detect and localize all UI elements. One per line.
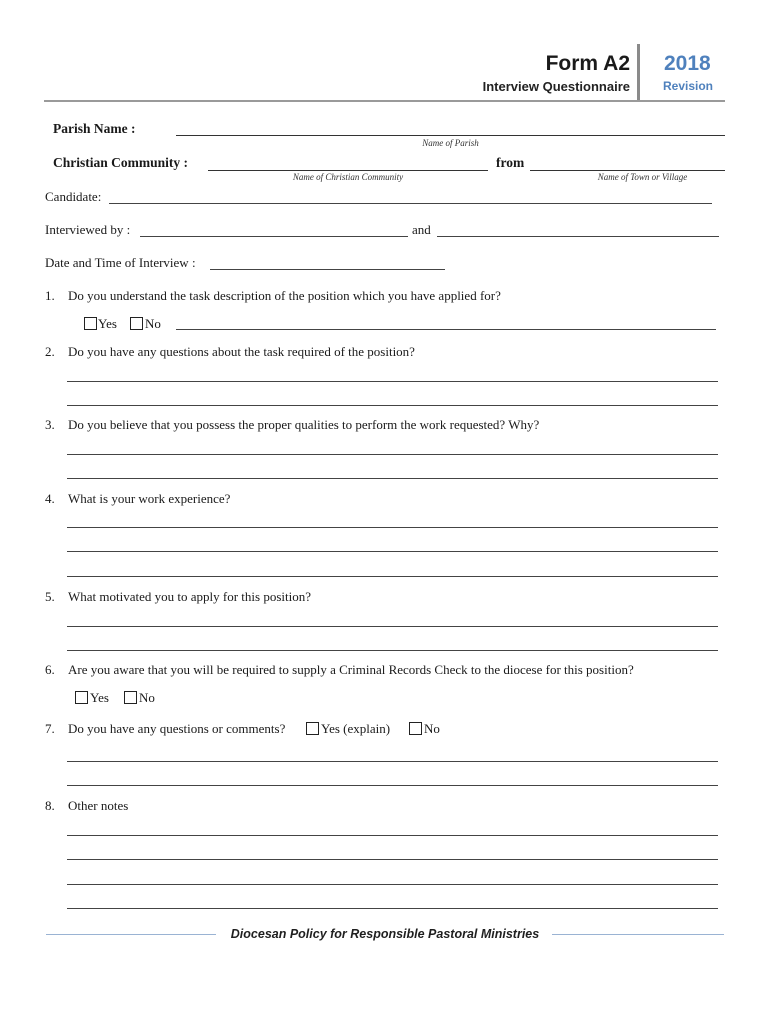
- question-text: Do you understand the task description of the position which you have applied for?: [68, 288, 501, 303]
- christian-community-caption: Name of Christian Community: [292, 172, 404, 182]
- revision-label: Revision: [663, 79, 714, 93]
- question-number: 3.: [45, 417, 55, 432]
- yes-explain-label: Yes (explain): [321, 721, 391, 736]
- question-number: 6.: [45, 662, 55, 677]
- answer-line[interactable]: [67, 381, 718, 382]
- yes-explain-checkbox[interactable]: [306, 722, 319, 735]
- no-checkbox[interactable]: [130, 317, 143, 330]
- answer-line[interactable]: [67, 576, 718, 577]
- yes-label: Yes: [90, 690, 109, 705]
- answer-line[interactable]: [67, 626, 718, 627]
- question-number: 2.: [45, 344, 55, 359]
- candidate-label: Candidate:: [45, 189, 102, 204]
- interviewer-two-field[interactable]: [437, 236, 719, 237]
- parish-name-field[interactable]: [176, 135, 725, 136]
- revision-year: 2018: [664, 52, 711, 75]
- no-label: No: [145, 316, 161, 331]
- question-text: Do you have any questions or comments?: [68, 721, 286, 736]
- answer-line[interactable]: [67, 650, 718, 651]
- header-rule: [44, 100, 725, 102]
- answer-line[interactable]: [67, 478, 718, 479]
- parish-name-caption: Name of Parish: [422, 138, 479, 148]
- answer-line[interactable]: [67, 859, 718, 860]
- and-label: and: [412, 222, 431, 237]
- form-subtitle: Interview Questionnaire: [482, 79, 630, 94]
- question-number: 8.: [45, 798, 55, 813]
- answer-line[interactable]: [176, 329, 716, 330]
- christian-community-label: Christian Community :: [53, 155, 189, 170]
- answer-line[interactable]: [67, 835, 718, 836]
- yes-label: Yes: [98, 316, 117, 331]
- footer-rule-right: [552, 934, 724, 935]
- question-text: What is your work experience?: [68, 491, 231, 506]
- no-label: No: [424, 721, 440, 736]
- christian-community-field[interactable]: [208, 170, 488, 171]
- no-label: No: [139, 690, 155, 705]
- question-number: 4.: [45, 491, 55, 506]
- no-checkbox[interactable]: [124, 691, 137, 704]
- question-text: What motivated you to apply for this position?: [68, 589, 311, 604]
- question-text: Other notes: [68, 798, 129, 813]
- footer-text: Diocesan Policy for Responsible Pastoral Ministries: [230, 927, 540, 941]
- town-caption: Name of Town or Village: [597, 172, 688, 182]
- parish-name-label: Parish Name :: [53, 121, 136, 136]
- question-text: Do you believe that you possess the proper qualities to perform the work requested? Why?: [68, 417, 540, 432]
- question-text: Do you have any questions about the task required of the position?: [68, 344, 415, 359]
- header-divider: [637, 44, 640, 102]
- yes-checkbox[interactable]: [84, 317, 97, 330]
- form-title: Form A2: [545, 52, 630, 75]
- question-number: 5.: [45, 589, 55, 604]
- date-time-field[interactable]: [210, 269, 445, 270]
- footer-rule-left: [46, 934, 216, 935]
- question-number: 7.: [45, 721, 55, 736]
- question-text: Are you aware that you will be required to supply a Criminal Records Check to the diocese for this position?: [68, 662, 634, 677]
- answer-line[interactable]: [67, 454, 718, 455]
- question-number: 1.: [45, 288, 55, 303]
- date-time-label: Date and Time of Interview :: [45, 255, 196, 270]
- answer-line[interactable]: [67, 527, 718, 528]
- no-checkbox[interactable]: [409, 722, 422, 735]
- from-label: from: [496, 155, 525, 170]
- answer-line[interactable]: [67, 884, 718, 885]
- answer-line[interactable]: [67, 551, 718, 552]
- town-field[interactable]: [530, 170, 725, 171]
- interviewed-by-label: Interviewed by :: [45, 222, 131, 237]
- answer-line[interactable]: [67, 785, 718, 786]
- candidate-field[interactable]: [109, 203, 712, 204]
- interviewer-one-field[interactable]: [140, 236, 408, 237]
- yes-checkbox[interactable]: [75, 691, 88, 704]
- answer-line[interactable]: [67, 908, 718, 909]
- answer-line[interactable]: [67, 761, 718, 762]
- answer-line[interactable]: [67, 405, 718, 406]
